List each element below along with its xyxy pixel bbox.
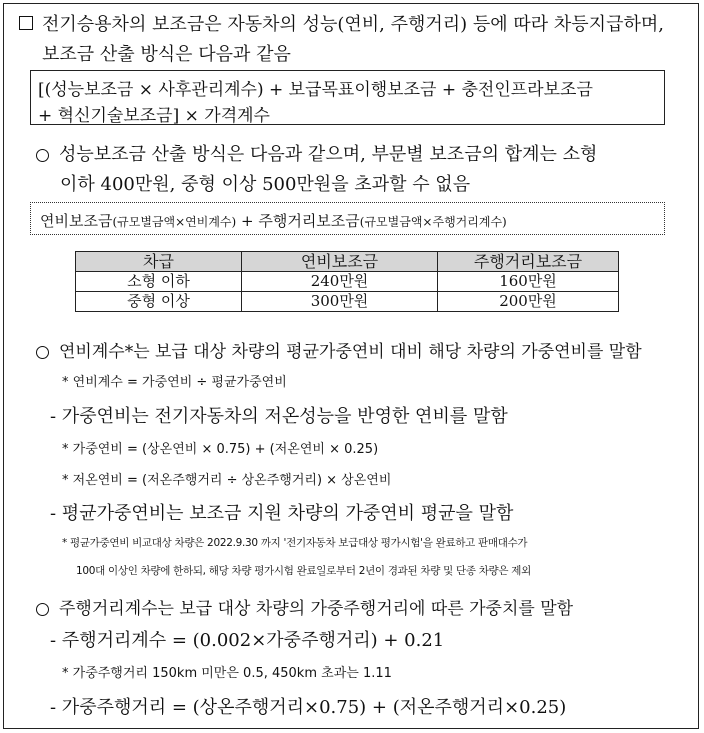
table-header: 연비보조금 [242,252,438,272]
bullet-efficiency [36,337,642,362]
note-weighted-efficiency: * 가중연비 = (상온연비 × 0.75) + (저온연비 × 0.25) [62,442,379,457]
bullet-performance-line-1: 성능보조금 산출 방식은 다음과 같으며, 부문별 보조금의 합계는 소형 [59,144,598,165]
bullet-range-text: 주행거리계수는 보급 대상 차량의 가중주행거리에 따른 가중치를 말함 [59,599,574,619]
formula-line-2: + 혁신기술보조금] × 가격계수 [38,106,270,126]
bullet-performance-line-2: 이하 400만원, 중형 이상 500만원을 초과할 수 없음 [60,174,471,195]
circle-bullet-icon [36,346,49,359]
table-header: 주행거리보조금 [438,252,619,272]
intro-line-1: 전기승용차의 보조금은 자동차의 성능(연비, 주행거리) 등에 따라 차등지급하며, [42,14,664,35]
table-cell: 200만원 [438,292,619,312]
circle-bullet-icon [36,603,49,616]
dash-weighted-range: - 가중주행거리 = (상온주행거리×0.75) + (저온주행거리×0.25) [50,697,567,718]
dash-average-weighted: - 평균가중연비는 보조금 지원 차량의 가중연비 평균을 말함 [50,503,514,524]
checkbox-square-icon [19,16,33,30]
table-cell: 300만원 [242,292,438,312]
table-row [76,292,619,312]
table-cell: 소형 이하 [76,272,242,292]
formula-plus: + [240,212,254,230]
table-cell: 240만원 [242,272,438,292]
table-header: 차급 [76,252,242,272]
formula-efficiency: 연비보조금 [40,212,113,230]
dash-weighted-efficiency: - 가중연비는 전기자동차의 저온성능을 반영한 연비를 말함 [50,406,508,427]
performance-formula [40,210,507,231]
note-low-temp-efficiency: * 저온연비 = (저온주행거리 ÷ 상온주행거리) × 상온연비 [62,473,392,488]
subsidy-table [75,251,619,312]
formula-range-sub: (규모별금액×주행거리계수) [359,215,507,229]
formula-range: 주행거리보조금 [258,212,360,230]
note-comparison-1: * 평균가중연비 비교대상 차량은 2022.9.30 까지 '전기자동차 보급대상 평가시험'을 완료하고 판매대수가 [62,537,528,549]
bullet-range [36,594,573,619]
formula-efficiency-sub: (규모별금액×연비계수) [112,215,237,229]
table-cell: 160만원 [438,272,619,292]
formula-line-1: [(성능보조금 × 사후관리계수) + 보급목표이행보조금 + 충전인프라보조금 [38,80,593,100]
note-comparison-2: 100대 이상인 차량에 한하되, 해당 차량 평가시험 완료일로부터 2년이 경과된 차량 및 단종 차량은 제외 [76,565,531,577]
intro-line-2: 보조금 산출 방식은 다음과 같음 [42,44,291,65]
note-efficiency-coef: * 연비계수 = 가중연비 ÷ 평균가중연비 [62,375,287,390]
table-row [76,272,619,292]
table-header-row [76,252,619,272]
table-cell: 중형 이상 [76,292,242,312]
bullet-performance [36,140,597,166]
note-range-limits: * 가중주행거리 150km 미만은 0.5, 450km 초과는 1.11 [62,666,392,681]
circle-bullet-icon [36,149,49,162]
bullet-efficiency-text: 연비계수*는 보급 대상 차량의 평균가중연비 대비 해당 차량의 가중연비를 말함 [59,342,642,362]
dash-range-coef: - 주행거리계수 = (0.002×가중주행거리) + 0.21 [50,630,445,651]
